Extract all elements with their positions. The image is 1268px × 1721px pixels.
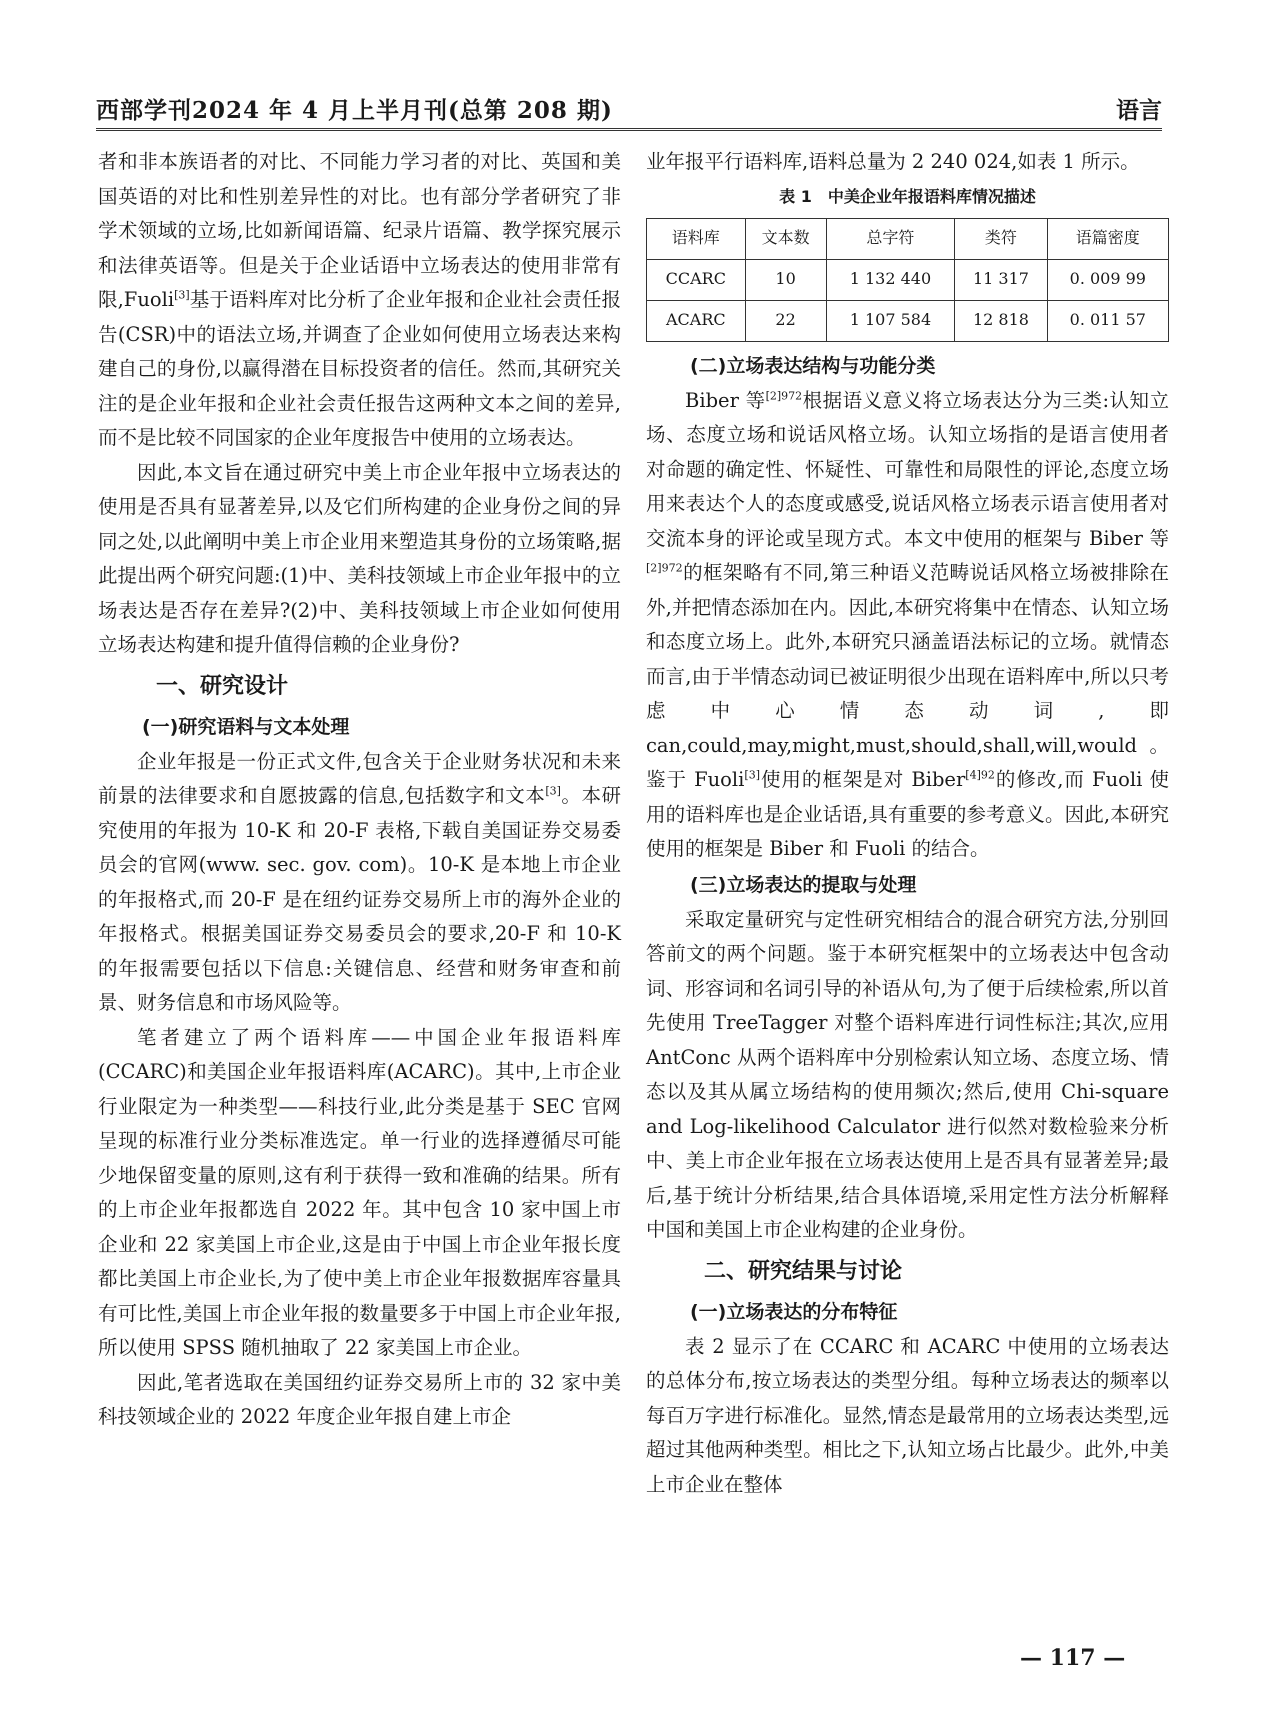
subsection-heading: (一)研究语料与文本处理 xyxy=(142,715,350,738)
paragraph: 企业年报是一份正式文件,包含关于企业财务状况和未来前景的法律要求和自愿披露的信息,包括数字和文本[3]。本研究使用的年报为 10-K 和 20-F 表格,下载自美国证券交易委员会的官网(www. sec. gov. com)。10-K 是本地上市企业的年报格式,而 20-F 是在纽约证券交易所上市的海外企业的年报格式。根据美国证券交易委员会的要求,20-F 和 10-K 的年报需要包括以下信息:关键信息、经营和财务审查和前景、财务信息和市场风险等。 xyxy=(98,749,621,1014)
paragraph: 因此,笔者选取在美国纽约证券交易所上市的 32 家中美科技领域企业的 2022 年度企业年报自建上市企 xyxy=(98,1370,621,1428)
table-row xyxy=(647,300,1169,341)
journal-title: 西部学刊2024 年 4 月上半月刊(总第 208 期) xyxy=(96,97,613,124)
table-header-cell: 语篇密度 xyxy=(1047,218,1168,259)
section-heading: 一、研究设计 xyxy=(156,673,289,699)
table-header-cell: 类符 xyxy=(955,218,1047,259)
paragraph: 采取定量研究与定性研究相结合的混合研究方法,分别回答前文的两个问题。鉴于本研究框架中的立场表达中包含动词、形容词和名词引导的补语从句,为了便于后续检索,所以首先使用 TreeTagger 对整个语料库进行词性标注;其次,应用 AntConc 从两个语料库中分别检索认知立场、态度立场、情态以及其从属立场结构的使用频次;然后,使用 Chi-square and Log-likelihood Calculator 进行似然对数检验来分析中、美上市企业年报在立场表达使用上是否具有显著差异;最后,基于统计分析结果,结合具体语境,采用定性方法分析解释中国和美国上市企业构建的企业身份。 xyxy=(646,907,1169,1241)
paragraph: 因此,本文旨在通过研究中美上市企业年报中立场表达的使用是否具有显著差异,以及它们所构建的企业身份之间的异同之处,以此阐明中美上市企业用来塑造其身份的立场策略,据此提出两个研究问题:(1)中、美科技领域上市企业年报中的立场表达是否存在差异?(2)中、美科技领域上市企业如何使用立场表达构建和提升值得信赖的企业身份? xyxy=(98,460,621,656)
table-cell: 0. 009 99 xyxy=(1047,259,1168,300)
running-header xyxy=(96,88,1162,131)
paragraph: Biber 等$^{[2]972}$根据语义意义将立场表达分为三类:认知立场、态度立场和说话风格立场。认知立场指的是语言使用者对命题的确定性、怀疑性、可靠性和局限性的评论,态度立场用来表达个人的态度或感受,说话风格立场表示语言使用者对交流本身的评论或呈现方式。本文中使用的框架与 Biber 等$^{[2]972}$的框架略有不同,第三种语义范畴说话风格立场被排除在外,并把情态添加在内。因此,本研究将集中在情态、认知立场和态度立场上。此外,本研究只涵盖语法标记的立场。就情态而言,由于半情态动词已被证明很少出现在语料库中,所以只考虑中心情态动词,即 can,could,may,might,must,should,shall,will,would。鉴于 Fuoli[3]使用的框架是对 Biber$^{[4]92}$的修改,而 Fuoli 使用的语料库也是企业话语,具有重要的参考意义。因此,本研究使用的框架是 Biber 和 Fuoli 的结合。 xyxy=(646,388,1170,860)
paragraph: 业年报平行语料库,语料总量为 2 240 024,如表 1 所示。 xyxy=(646,150,1140,173)
table-header-row xyxy=(647,218,1169,259)
table-row xyxy=(647,259,1169,300)
section-heading: 二、研究结果与讨论 xyxy=(704,1258,903,1284)
table-cell: 1 107 584 xyxy=(826,300,955,341)
table-caption: 表 1 中美企业年报语料库情况描述 xyxy=(779,186,1036,206)
table-cell: 1 132 440 xyxy=(826,259,955,300)
corpus-table xyxy=(646,218,1169,342)
table-cell: 22 xyxy=(745,300,826,341)
table-header-cell: 语料库 xyxy=(647,218,746,259)
paragraph: 者和非本族语者的对比、不同能力学习者的对比、英国和美国英语的对比和性别差异性的对比。也有部分学者研究了非学术领域的立场,比如新闻语篇、纪录片语篇、教学探究展示和法律英语等。但是关于企业话语中立场表达的使用非常有限,Fuoli[3]基于语料库对比分析了企业年报和企业社会责任报告(CSR)中的语法立场,并调查了企业如何使用立场表达来构建自己的身份,以赢得潜在目标投资者的信任。然而,其研究关注的是企业年报和企业社会责任报告这两种文本之间的差异,而不是比较不同国家的企业年度报告中使用的立场表达。 xyxy=(98,150,621,449)
table-cell: CCARC xyxy=(647,259,746,300)
left-column xyxy=(98,145,621,1435)
right-column xyxy=(646,145,1169,1502)
table-cell: ACARC xyxy=(647,300,746,341)
subsection-heading: (一)立场表达的分布特征 xyxy=(690,1300,898,1323)
page-number: — 117 — xyxy=(1020,1645,1126,1671)
table-cell: 10 xyxy=(745,259,826,300)
subsection-heading: (三)立场表达的提取与处理 xyxy=(690,873,917,896)
table-header-cell: 总字符 xyxy=(826,218,955,259)
table-header-cell: 文本数 xyxy=(745,218,826,259)
paragraph: 笔者建立了两个语料库——中国企业年报语料库(CCARC)和美国企业年报语料库(ACARC)。其中,上市企业行业限定为一种类型——科技行业,此分类是基于 SEC 官网呈现的标准行业分类标准选定。单一行业的选择遵循尽可能少地保留变量的原则,这有利于获得一致和准确的结果。所有的上市企业年报都选自 2022 年。其中包含 10 家中国上市企业和 22 家美国上市企业,这是由于中国上市企业年报长度都比美国上市企业长,为了使中美上市企业年报数据库容量具有可比性,美国上市企业年报的数量要多于中国上市企业年报,所以使用 SPSS 随机抽取了 22 家美国上市企业。 xyxy=(98,1025,621,1359)
table-cell: 11 317 xyxy=(955,259,1047,300)
section-label: 语言 xyxy=(1116,98,1162,124)
table-cell: 12 818 xyxy=(955,300,1047,341)
table-cell: 0. 011 57 xyxy=(1047,300,1168,341)
subsection-heading: (二)立场表达结构与功能分类 xyxy=(690,354,936,377)
paragraph: 表 2 显示了在 CCARC 和 ACARC 中使用的立场表达的总体分布,按立场表达的类型分组。每种立场表达的频率以每百万字进行标准化。显然,情态是最常用的立场表达类型,远超过其他两种类型。相比之下,认知立场占比最少。此外,中美上市企业在整体 xyxy=(646,1334,1169,1496)
